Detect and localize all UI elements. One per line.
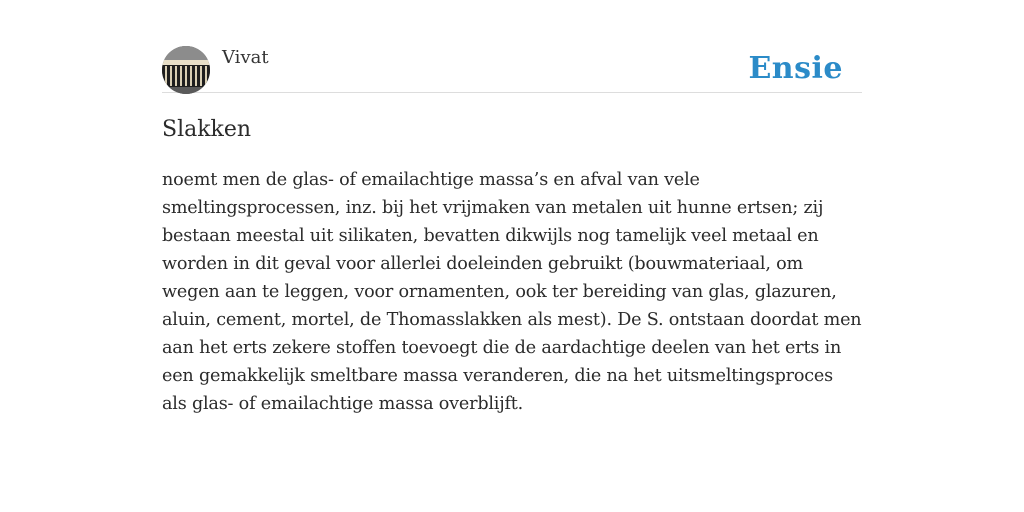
article-container [162,46,862,418]
article-body: noemt men de glas- of emailachtige massa’s en afval van vele smeltingsprocessen, inz. bij het vrijmaken van metalen uit hunne ertsen; zij bestaan meestal uit silikaten, bevatten dikwijls nog tamelijk veel metaal en worden in dit geval voor allerlei doeleinden gebruikt (bouwmateriaal, om wegen aan te leggen, voor ornamenten, ook ter bereiding van glas, glazuren, aluin, cement, mortel, de Thomasslakken als mest). De S. ontstaan doordat men aan het erts zekere stoffen toevoegt die de aardachtige deelen van het erts in een gemakkelijk smeltbare massa veranderen, die na het uitsmeltingsproces als glas- of emailachtige massa overblijft. [162,170,862,414]
article-header [162,46,862,93]
author-avatar[interactable] [162,46,210,94]
article-title: Slakken [162,117,252,142]
ensie-logo[interactable]: Ensie [748,51,843,86]
bookshelf-avatar-icon [162,46,210,94]
author-name[interactable]: Vivat [222,47,269,68]
